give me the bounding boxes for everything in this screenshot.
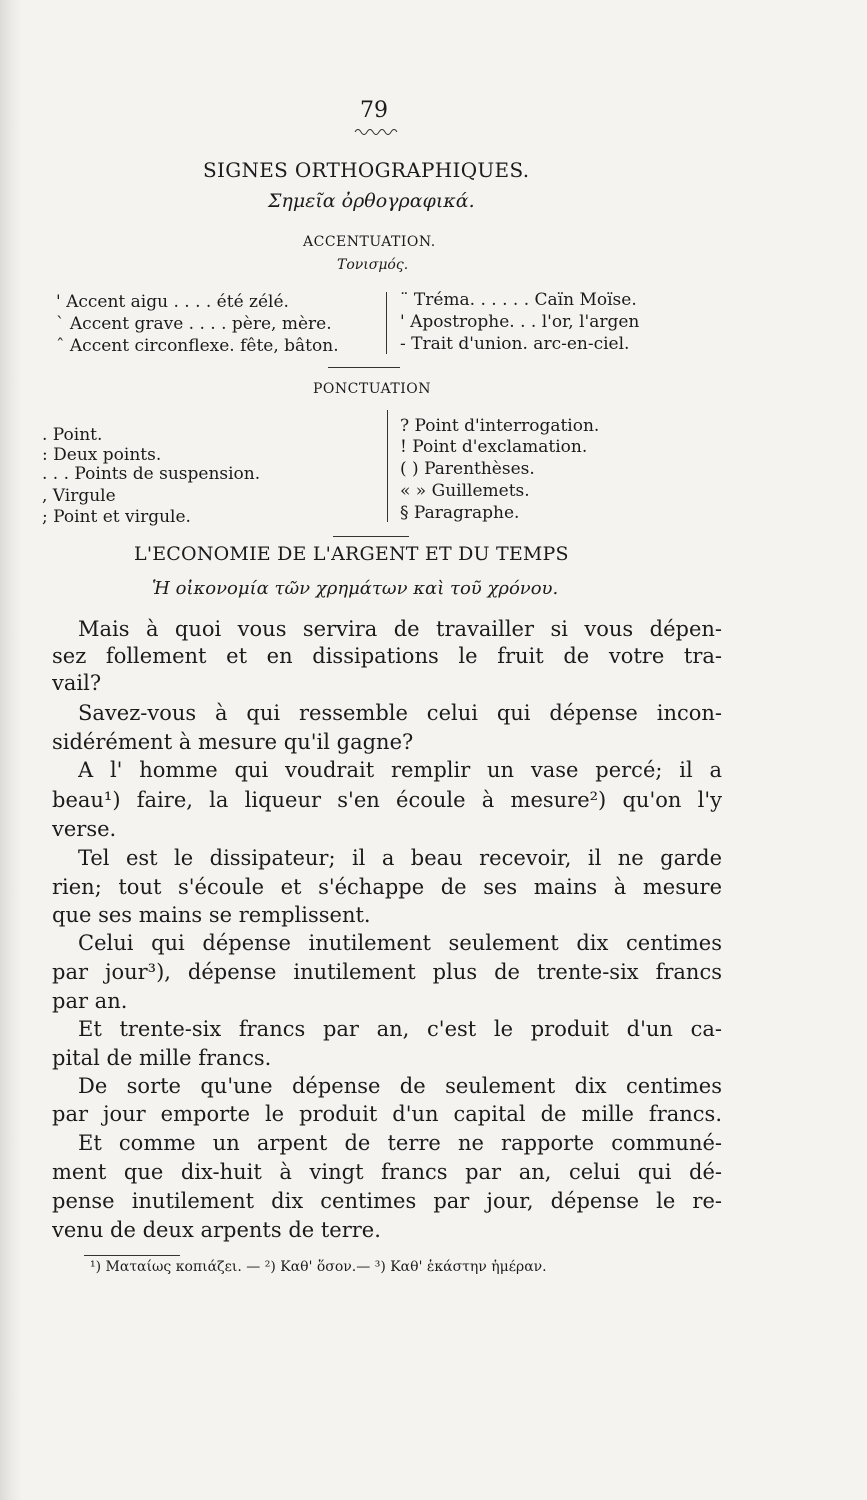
text-line: par jour³), dépense inutilement plus de trente-six francs [52, 960, 722, 984]
punct-row: « » Guillemets. [400, 481, 530, 501]
text-line: beau¹) faire, la liqueur s'en écoule à mesure²) qu'on l'y [52, 788, 722, 812]
text-line: verse. [52, 817, 117, 841]
text-line: rien; tout s'écoule et s'échappe de ses mains à mesure [52, 875, 722, 899]
text-line: Et trente-six francs par an, c'est le produit d'un ca- [78, 1017, 722, 1041]
ponctuation-heading: PONCTUATION [313, 381, 432, 397]
accent-row: ¨ Tréma. . . . . . Caïn Moïse. [400, 290, 637, 310]
text-line: Et comme un arpent de terre ne rapporte communé- [78, 1131, 722, 1155]
punct-row: ! Point d'exclamation. [400, 437, 588, 457]
accent-row: ' Apostrophe. . . l'or, l'argen [400, 312, 640, 332]
text-line: ment que dix-huit à vingt francs par an, celui qui dé- [52, 1160, 722, 1184]
punct-row: § Paragraphe. [400, 503, 520, 523]
footnotes: ¹) Ματαίως κοπιάζει. — ²) Καθ' ὅσον.— ³) Καθ' ἑκάστην ἡμέραν. [90, 1259, 547, 1275]
punct-row: ? Point d'interrogation. [400, 416, 600, 436]
punct-row: : Deux points. [42, 445, 162, 465]
ortho-title: SIGNES ORTHOGRAPHIQUES. [203, 158, 530, 182]
text-line: vail? [52, 671, 102, 695]
text-line: De sorte qu'une dépense de seulement dix centimes [78, 1074, 722, 1098]
column-divider [387, 410, 388, 522]
text-line: par an. [52, 989, 128, 1013]
text-line: Savez-vous à qui ressemble celui qui dépense incon- [78, 701, 722, 725]
page-number: 79 [360, 98, 388, 123]
accentuation-greek: Τονισμός. [337, 257, 409, 273]
section-rule [328, 367, 400, 368]
text-line: Celui qui dépense inutilement seulement dix centimes [78, 931, 722, 955]
text-line: sidérément à mesure qu'il gagne? [52, 730, 414, 754]
section-rule [333, 536, 409, 537]
text-line: pense inutilement dix centimes par jour, dépense le re- [52, 1189, 722, 1213]
punct-row: ( ) Parenthèses. [400, 459, 535, 479]
ortho-greek-title: Σημεῖα ὀρθογραφικά. [268, 190, 475, 212]
text-line: par jour emporte le produit d'un capital de mille francs. [52, 1102, 722, 1126]
punct-row: . . . Points de suspension. [42, 464, 261, 484]
decorative-squiggle [354, 124, 400, 136]
punct-row: , Virgule [42, 486, 116, 506]
economie-title: L'ECONOMIE DE L'ARGENT ET DU TEMPS [134, 543, 569, 565]
punct-row: . Point. [42, 425, 103, 445]
text-line: A l' homme qui voudrait remplir un vase percé; il a [78, 758, 722, 782]
text-line: Tel est le dissipateur; il a beau recevoir, il ne garde [78, 846, 722, 870]
accentuation-heading: ACCENTUATION. [303, 234, 436, 250]
page-edge-shadow [0, 0, 22, 1500]
column-divider [386, 292, 387, 354]
economie-greek-title: Ἡ οἰκονομία τῶν χρημάτων καὶ τοῦ χρόνου. [152, 578, 559, 599]
text-line: venu de deux arpents de terre. [52, 1218, 381, 1242]
text-line: Mais à quoi vous servira de travailler si vous dépen- [78, 617, 722, 641]
accent-row: ˆ Accent circonflexe. fête, bâton. [56, 336, 339, 356]
accent-row: ' Accent aigu . . . . été zélé. [56, 292, 289, 312]
accent-row: ` Accent grave . . . . père, mère. [56, 314, 332, 334]
text-line: pital de mille francs. [52, 1046, 272, 1070]
text-line: que ses mains se remplissent. [52, 903, 371, 927]
footnote-rule [84, 1255, 180, 1256]
text-line: sez follement et en dissipations le fruit de votre tra- [52, 644, 722, 668]
accent-row: - Trait d'union. arc-en-ciel. [400, 334, 630, 354]
punct-row: ; Point et virgule. [42, 507, 191, 527]
